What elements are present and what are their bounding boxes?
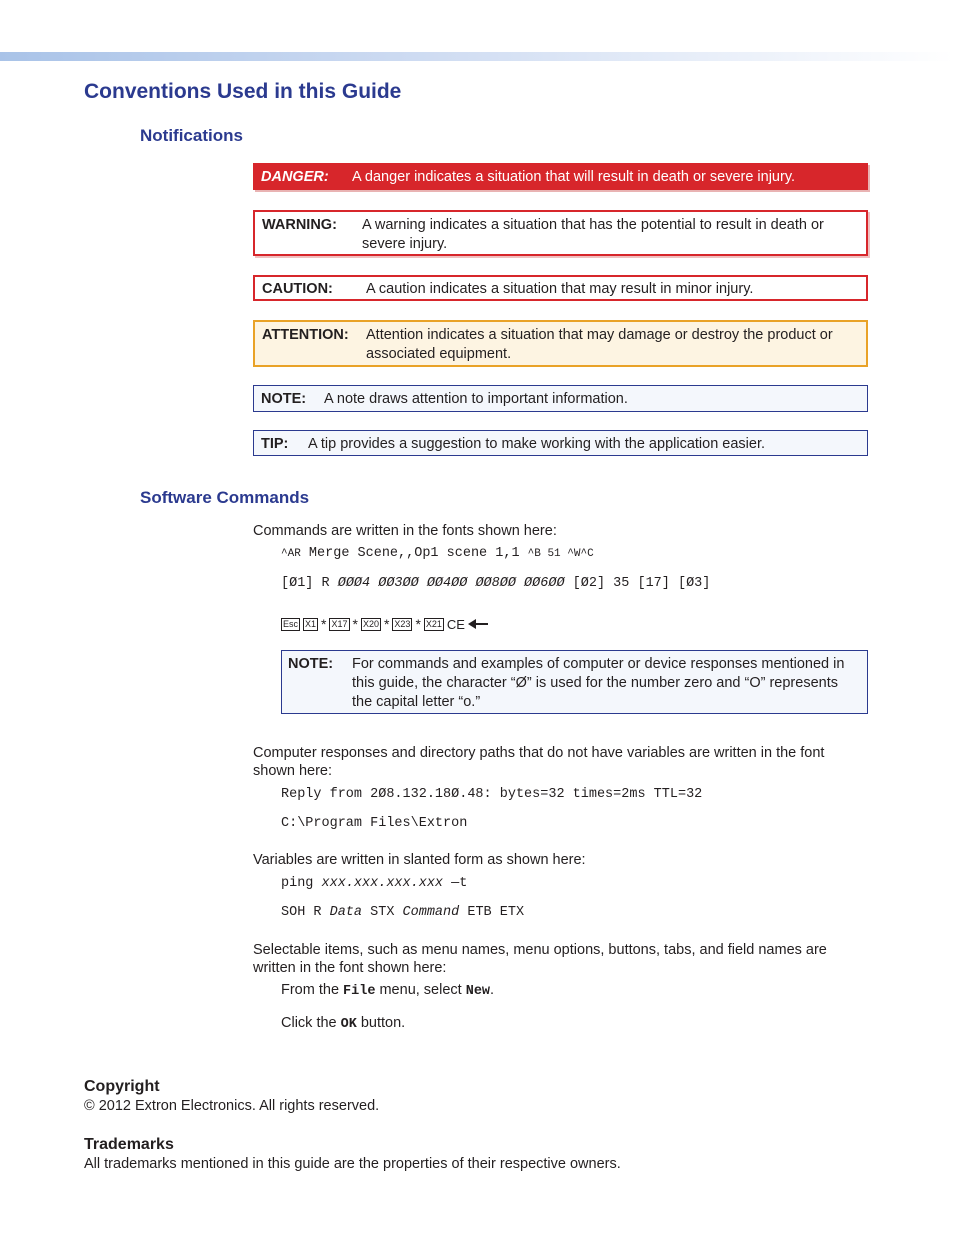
caution-box: [253, 275, 868, 301]
cmd1-part-c: ^B: [527, 548, 541, 560]
tip-box: [253, 430, 868, 456]
command-example-1: [281, 546, 594, 561]
tip-text: A tip provides a suggestion to make working with the application easier.: [308, 436, 766, 452]
cmd1-part-e: ^W^C: [567, 548, 594, 560]
soh-part-a: SOH R: [281, 905, 330, 920]
soh-command: Command: [402, 905, 460, 920]
x23-key-icon: X23: [394, 618, 411, 629]
from-part-a: From the: [281, 982, 344, 998]
attention-text: Attention indicates a situation that may damage or destroy the product or associated equipment.: [366, 327, 833, 362]
software-note-box: [281, 650, 868, 714]
ping-cmd: ping: [281, 876, 322, 891]
header-gradient-bar: [0, 52, 954, 61]
cmd1-part-b: Merge Scene,,Op1 scene 1,1: [300, 546, 528, 561]
note-box: [253, 385, 868, 412]
asterisk: *: [383, 616, 390, 632]
soh-part-c: ETB ETX: [459, 905, 525, 920]
command-example-2: [281, 576, 710, 591]
attention-label: ATTENTION:: [262, 327, 349, 343]
software-commands-heading: Software Commands: [140, 488, 310, 507]
soh-part-b: STX: [362, 905, 403, 920]
from-part-c: .: [490, 982, 495, 998]
click-part-a: Click the: [281, 1015, 341, 1031]
cmd1-part-a: ^AR: [281, 548, 301, 560]
warning-box: [253, 210, 868, 256]
tip-label: TIP:: [261, 436, 289, 452]
cmd1-part-d: 51: [540, 548, 568, 560]
x1-key-icon: X1: [305, 618, 317, 629]
warning-text: A warning indicates a situation that has the potential to result in death or severe injury.: [362, 217, 824, 252]
ping-example: [281, 876, 467, 891]
esc-key-icon: Esc: [283, 618, 299, 629]
asterisk: *: [415, 616, 421, 632]
from-file-example: [281, 982, 494, 999]
copyright-heading: Copyright: [84, 1078, 160, 1095]
page-title: Conventions Used in this Guide: [84, 80, 402, 103]
responses-intro: Computer responses and directory paths that do not have variables are written in the font shown here:: [253, 745, 825, 779]
key-sequence: [281, 616, 488, 632]
cmd2-part-a: [Ø1] R: [281, 576, 338, 591]
x17-key-icon: X17: [331, 618, 348, 629]
copyright-text: © 2012 Extron Electronics. All rights reserved.: [84, 1098, 380, 1114]
asterisk: *: [352, 616, 358, 632]
variables-intro: Variables are written in slanted form as shown here:: [253, 852, 586, 868]
click-ok-example: [281, 1015, 405, 1032]
caution-text: A caution indicates a situation that may result in minor injury.: [366, 281, 754, 297]
soh-example: [281, 905, 524, 920]
enter-arrow-icon: [468, 619, 488, 629]
cmd2-part-b: ØØØ4 ØØ3ØØ ØØ4ØØ ØØ8ØØ ØØ6ØØ: [337, 576, 565, 591]
danger-box: [253, 163, 868, 190]
caution-label: CAUTION:: [262, 281, 333, 297]
from-part-b: menu, select: [375, 982, 466, 998]
ping-flag: —t: [443, 876, 468, 891]
notifications-heading: Notifications: [140, 126, 243, 145]
commands-intro: Commands are written in the fonts shown here:: [253, 523, 557, 539]
selectable-intro: Selectable items, such as menu names, menu options, buttons, tabs, and field names are written in the font shown here:: [253, 942, 827, 976]
click-part-b: button.: [356, 1015, 406, 1031]
x20-key-icon: X20: [362, 618, 379, 629]
software-note-text: For commands and examples of computer or device responses mentioned in this guide, the character “Ø” is used for the number zero and “O” represents the capital letter “o.”: [352, 656, 845, 710]
file-menu-name: File: [343, 984, 376, 999]
attention-box: [253, 320, 868, 367]
ping-var: xxx.xxx.xxx.xxx: [321, 876, 444, 891]
trademarks-heading: Trademarks: [84, 1136, 174, 1153]
note-label: NOTE:: [261, 391, 307, 407]
ok-button-name: OK: [340, 1017, 357, 1032]
soh-data: Data: [329, 905, 363, 920]
cmd2-part-c: [Ø2] 35 [17] [Ø3]: [564, 576, 711, 591]
danger-label: DANGER:: [261, 169, 329, 185]
reply-example: Reply from 2Ø8.132.18Ø.48: bytes=32 times=2ms TTL=32: [281, 787, 703, 802]
asterisk: *: [321, 616, 327, 632]
x21-key-icon: X21: [425, 618, 442, 629]
note-text: A note draws attention to important information.: [324, 391, 628, 407]
danger-text: A danger indicates a situation that will result in death or severe injury.: [352, 169, 796, 185]
ce-text: CE: [446, 616, 465, 632]
software-note-label: NOTE:: [288, 656, 334, 672]
warning-label: WARNING:: [262, 217, 337, 233]
path-example: C:\Program Files\Extron: [281, 816, 468, 831]
new-menu-option: New: [465, 984, 491, 999]
trademarks-text: All trademarks mentioned in this guide are the properties of their respective owners.: [84, 1156, 621, 1172]
